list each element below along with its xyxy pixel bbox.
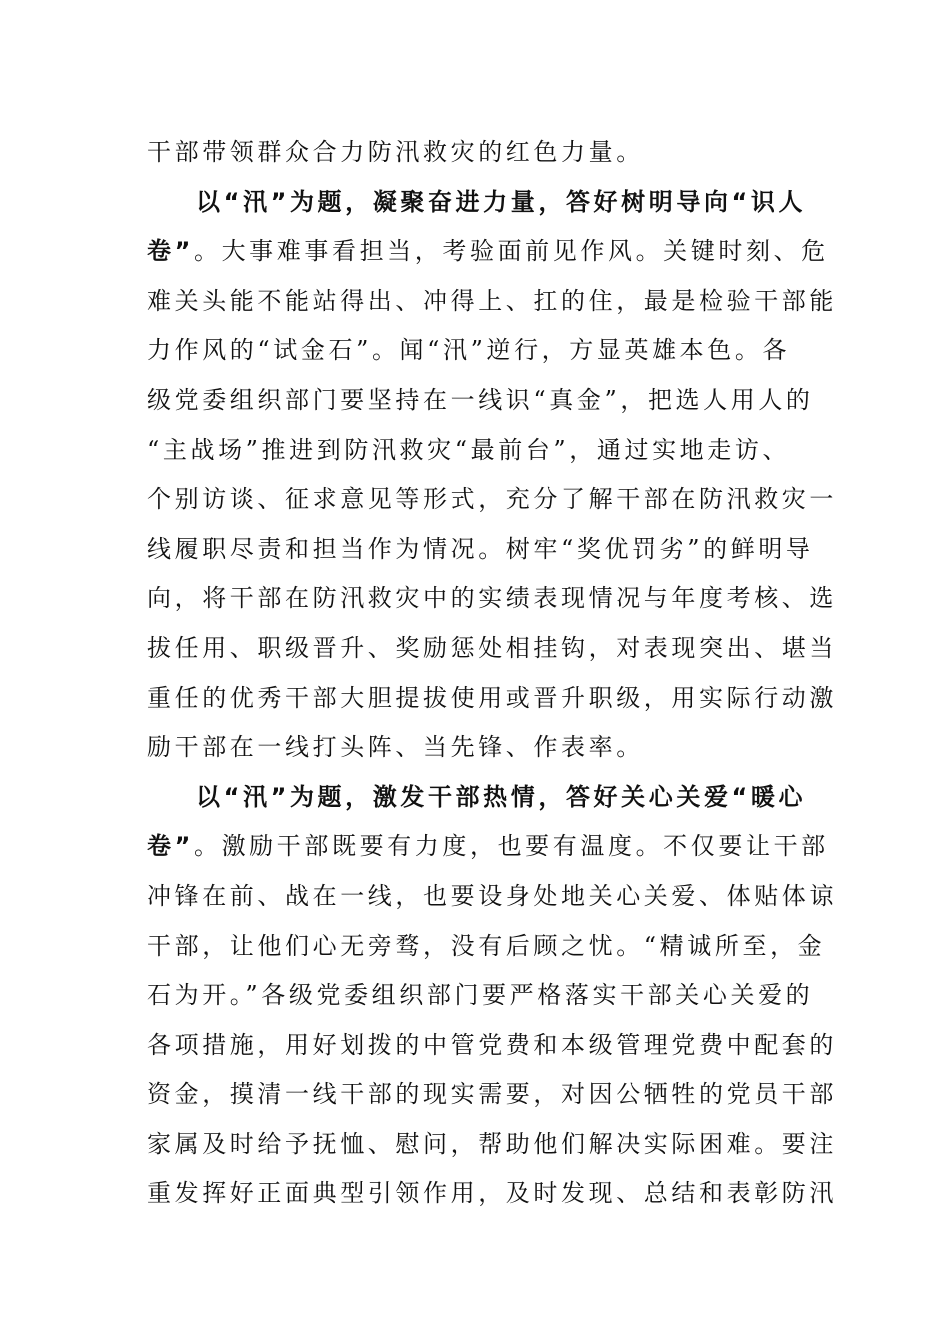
- paragraph-3-line-2-text: 。激励干部既要有力度，也要有温度。不仅要让干部: [193, 832, 829, 861]
- paragraph-2-line-9: 向，将干部在防汛救灾中的实绩表现情况与年度考核、选: [147, 584, 837, 613]
- paragraph-2-line-8: 线履职尽责和担当作为情况。树牢“奖优罚劣”的鲜明导: [147, 534, 814, 563]
- paragraph-3-heading: 以“汛”为题，激发干部热情，答好关心关爱“暖心: [196, 782, 807, 811]
- paragraph-1-line-1: 干部带领群众合力防汛救灾的红色力量。: [147, 138, 644, 166]
- paragraph-2-line-7: 个别访谈、征求意见等形式，充分了解干部在防汛救灾一: [147, 485, 837, 514]
- paragraph-2-line-4: 力作风的“试金石”。闻“汛”逆行，方显英雄本色。各: [147, 336, 791, 365]
- paragraph-3-line-7: 资金，摸清一线干部的现实需要，对因公牺牲的党员干部: [147, 1080, 837, 1109]
- paragraph-3-line-8: 家属及时给予抚恤、慰问，帮助他们解决实际困难。要注: [147, 1129, 837, 1158]
- document-body: [147, 128, 837, 1219]
- paragraph-3-line-6: 各项措施，用好划拨的中管党费和本级管理党费中配套的: [147, 1030, 837, 1059]
- paragraph-3-line-3: 冲锋在前、战在一线，也要设身处地关心关爱、体贴体谅: [147, 881, 837, 910]
- paragraph-3-line-4: 干部，让他们心无旁骛，没有后顾之忧。“精诚所至，金: [147, 931, 826, 960]
- paragraph-3-line-5: 石为开。”各级党委组织部门要严格落实干部关心关爱的: [147, 981, 814, 1010]
- paragraph-2-heading: 以“汛”为题，凝聚奋进力量，答好树明导向“识人: [196, 187, 807, 216]
- paragraph-2-line-3: 难关头能不能站得出、冲得上、扛的住，最是检验干部能: [147, 286, 837, 315]
- paragraph-2-line-12: 励干部在一线打头阵、当先锋、作表率。: [147, 733, 644, 762]
- paragraph-2-line-2-text: 。大事难事看担当，考验面前见作风。关键时刻、危: [193, 237, 829, 266]
- paragraph-3-heading-end: 卷”: [147, 832, 194, 861]
- paragraph-2-line-11: 重任的优秀干部大胆提拔使用或晋升职级，用实际行动激: [147, 683, 837, 712]
- paragraph-2-line-10: 拔任用、职级晋升、奖励惩处相挂钩，对表现突出、堪当: [147, 633, 837, 662]
- paragraph-3-line-9: 重发挥好正面典型引领作用，及时发现、总结和表彰防汛: [147, 1179, 837, 1208]
- paragraph-2-heading-end: 卷”: [147, 237, 194, 266]
- paragraph-3-line-2: [147, 822, 829, 872]
- paragraph-2-line-5: 级党委组织部门要坚持在一线识“真金”，把选人用人的: [147, 385, 814, 414]
- paragraph-2-line-6: “主战场”推进到防汛救灾“最前台”，通过实地走访、: [147, 435, 791, 464]
- paragraph-2-line-2: [147, 227, 829, 277]
